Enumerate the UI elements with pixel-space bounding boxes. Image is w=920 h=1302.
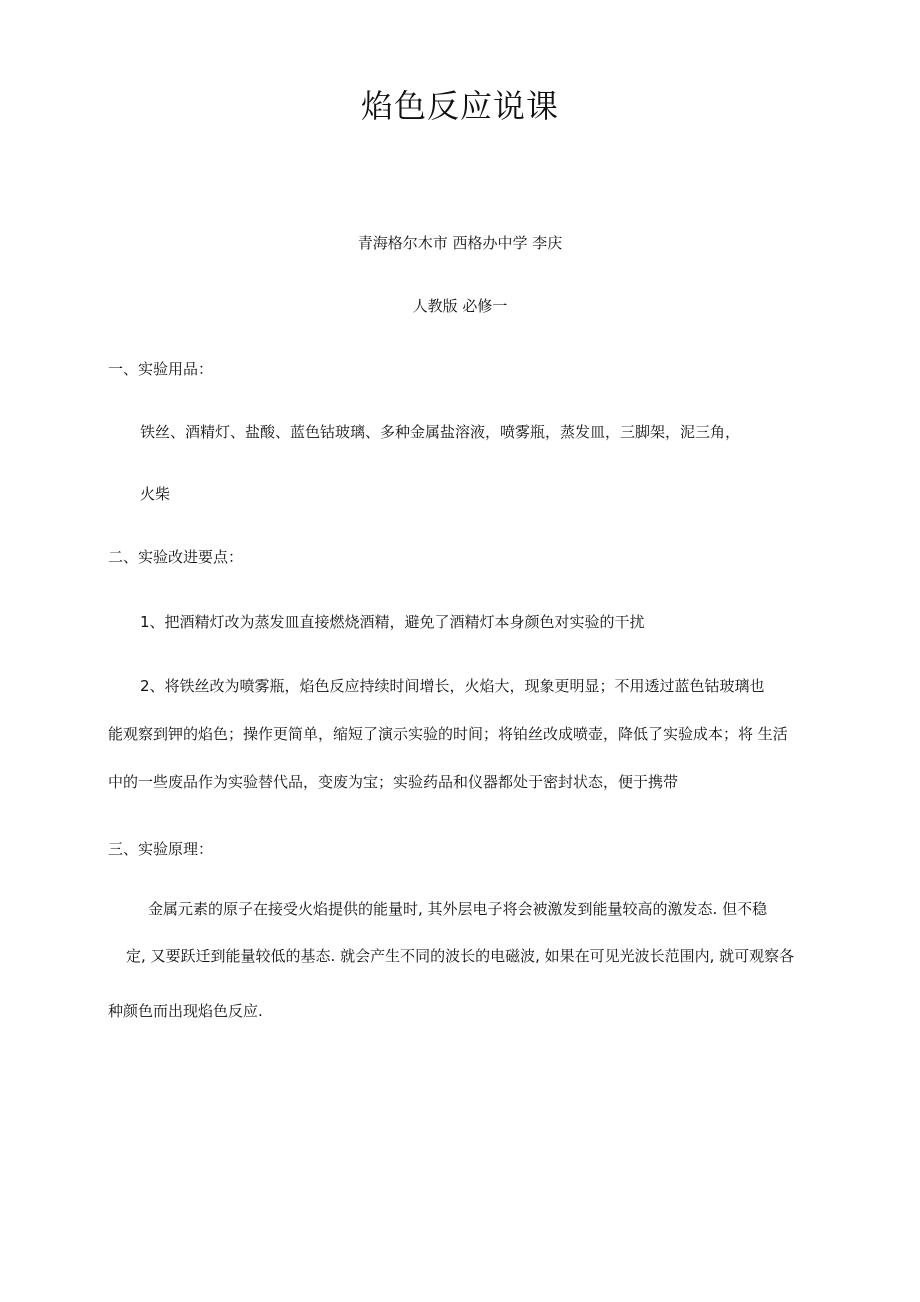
principle-line: 金属元素的原子在接受火焰提供的能量时, 其外层电子将会被激发到能量较高的激发态. 但不稳 bbox=[148, 900, 768, 918]
principle-line: 种颜色而出现焰色反应. bbox=[108, 1002, 263, 1020]
improvement-item: 2、将铁丝改为喷雾瓶，焰色反应持续时间增长，火焰大，现象更明显；不用透过蓝色钴玻璃也 bbox=[140, 677, 765, 695]
improvement-item: 1、把酒精灯改为蒸发皿直接燃烧酒精，避免了酒精灯本身颜色对实验的干扰 bbox=[140, 613, 645, 631]
materials-line: 火柴 bbox=[140, 485, 171, 503]
materials-line: 铁丝、酒精灯、盐酸、蓝色钴玻璃、多种金属盐溶液，喷雾瓶，蒸发皿，三脚架，泥三角， bbox=[140, 423, 741, 441]
improvement-item-continued: 能观察到钾的焰色；操作更简单，缩短了演示实验的时间；将铂丝改成喷壶，降低了实验成本；将 生活 bbox=[108, 725, 788, 743]
section-heading-principle: 三、实验原理： bbox=[108, 840, 214, 858]
section-heading-improvements: 二、实验改进要点： bbox=[108, 548, 244, 566]
principle-line: 定, 又要跃迁到能量较低的基态. 就会产生不同的波长的电磁波, 如果在可见光波长范围内, 就可观察各 bbox=[126, 947, 795, 965]
improvement-item-continued: 中的一些废品作为实验替代品，变废为宝；实验药品和仪器都处于密封状态，便于携带 bbox=[108, 773, 679, 791]
author-line: 青海格尔木市 西格办中学 李庆 bbox=[357, 234, 563, 252]
document-title: 焰色反应说课 bbox=[360, 87, 559, 125]
edition-line: 人教版 必修一 bbox=[412, 297, 508, 315]
section-heading-materials: 一、实验用品： bbox=[108, 360, 214, 378]
